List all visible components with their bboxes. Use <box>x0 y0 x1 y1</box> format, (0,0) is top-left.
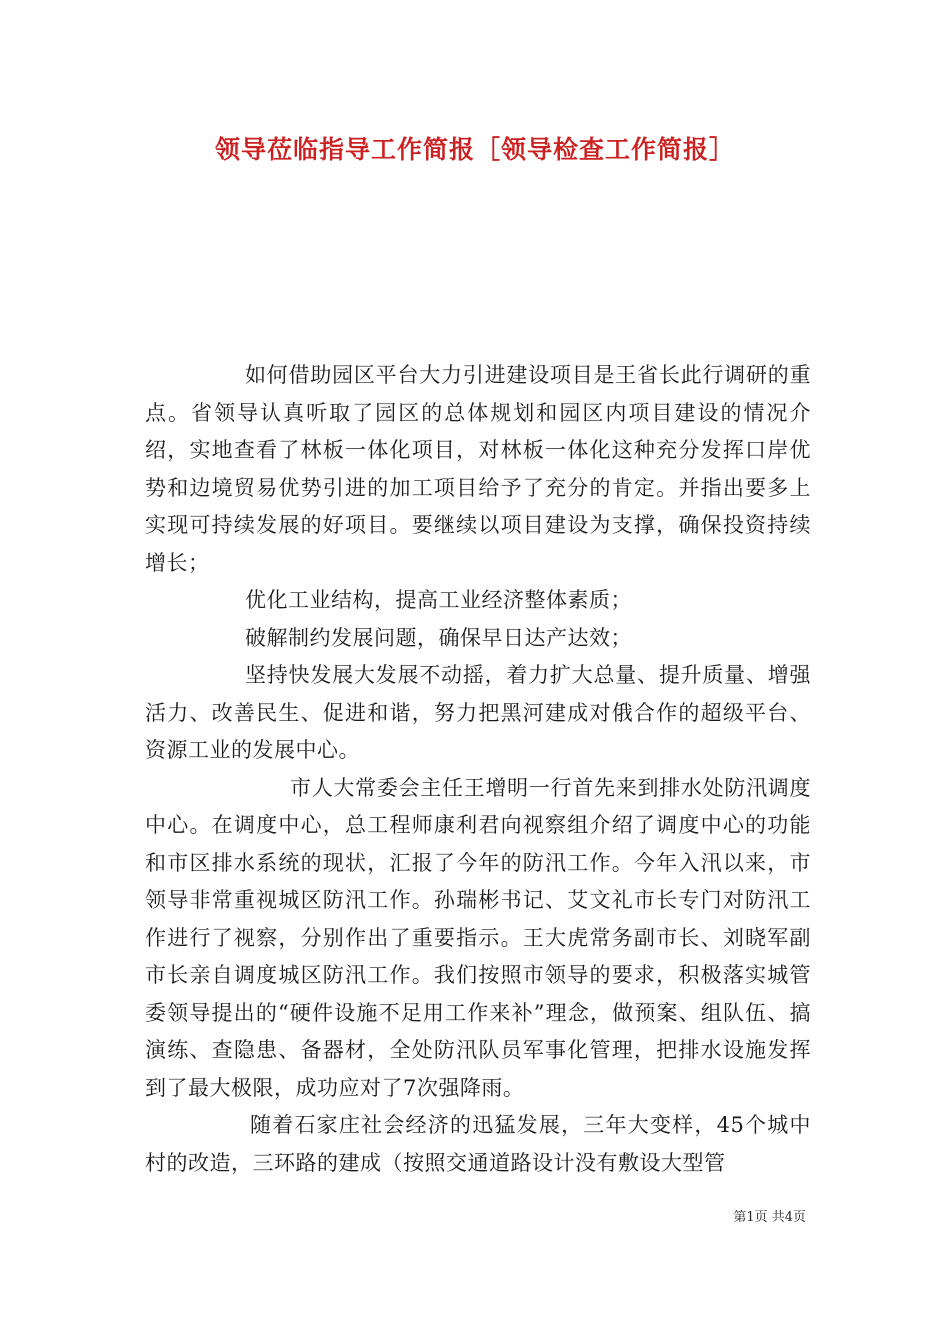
paragraph-intro: 如何借助园区平台大力引进建设项目是王省长此行调研的重点。省领导认真听取了园区的总体规划和园区内项目建设的情况介绍，实地查看了林板一体化项目，对林板一体化这种充分发挥口岸优势和边境贸易优势引进的加工项目给予了充分的肯定。并指出要多上实现可持续发展的好项目。要继续以项目建设为支撑，确保投资持续增长； <box>145 363 811 575</box>
page-number-footer: 第1页 共4页 <box>733 1210 806 1225</box>
paragraph-development-issues: 破解制约发展问题，确保早日达产达效； <box>245 625 632 650</box>
paragraph-flood-control: 市人大常委会主任王增明一行首先来到排水处防汛调度中心。在调度中心，总工程师康利君向视察组介绍了调度中心的功能和市区排水系统的现状，汇报了今年的防汛工作。今年入汛以来，市领导非常重视城区防汛工作。孙瑞彬书记、艾文礼市长专门对防汛工作进行了视察，分别作出了重要指示。王大虎常务副市长、刘晓军副市长亲自调度城区防汛工作。我们按照市领导的要求，积极落实城管委领导提出的“硬件设施不足用工作来补”理念，做预案、组队伍、搞演练、查隐患、备器材，全处防汛队员军事化管理，把排水设施发挥到了最大极限，成功应对了7次强降雨。 <box>145 775 811 1100</box>
document-body <box>145 357 811 1182</box>
paragraph-industry-structure: 优化工业结构，提高工业经济整体素质； <box>245 588 632 612</box>
paragraph-shijiazhuang: 随着石家庄社会经济的迅猛发展，三年大变样，45个城中村的改造，三环路的建成（按照交通道路设计没有敷设大型管 <box>145 1113 811 1175</box>
document-title: 领导莅临指导工作简报［领导检查工作简报］ <box>214 135 735 164</box>
paragraph-fast-development: 坚持快发展大发展不动摇，着力扩大总量、提升质量、增强活力、改善民生、促进和谐，努力把黑河建成对俄合作的超级平台、资源工业的发展中心。 <box>145 663 811 762</box>
